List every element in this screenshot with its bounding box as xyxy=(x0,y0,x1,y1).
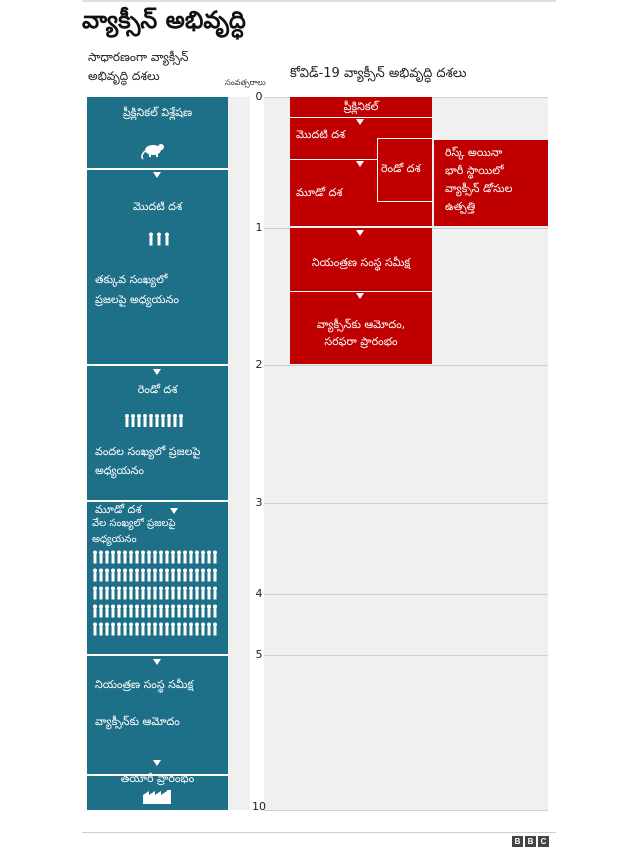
arrow-down-icon xyxy=(170,508,178,514)
arrow-down-icon xyxy=(153,659,161,665)
arrow-down-icon xyxy=(153,760,161,766)
phase3-desc-line1: వేల సంఖ్యలో ప్రజలపై xyxy=(92,518,176,529)
phase1-desc-line2: ప్రజలపై అధ్యయనం xyxy=(95,293,179,306)
phase1-desc-line1: తక్కువ సంఖ్యలో xyxy=(95,273,168,286)
years-header: సంవత్సరాలు xyxy=(225,78,266,87)
arrow-down-icon xyxy=(356,161,364,167)
mass-production-line3: వ్యాక్సీన్ డోసుల xyxy=(445,182,513,195)
covid-regulatory-label: నియంత్రణ సంస్థ సమీక్ష xyxy=(311,256,411,269)
phase1-title: మొదటి దశ xyxy=(132,200,182,213)
normal-header-line1: సాధారణంగా వ్యాక్సీన్ xyxy=(88,50,189,64)
mass-production-line4: ఉత్పత్తి xyxy=(445,200,476,213)
covid-preclinical-label: ప్రీక్లినికల్ xyxy=(343,100,379,113)
phase-divider xyxy=(87,168,228,170)
logo-letter: B xyxy=(525,836,536,847)
phase2-desc-line1: వందల సంఖ్యలో ప్రజలపై xyxy=(95,445,201,458)
bottom-rule xyxy=(82,832,556,833)
factory-icon xyxy=(143,790,173,804)
block-divider xyxy=(290,117,432,118)
block-divider xyxy=(377,138,378,202)
person-icon xyxy=(92,550,224,642)
gridline-5 xyxy=(264,655,548,656)
covid-phases-header: కోవిడ్-19 వ్యాక్సీన్ అభివృద్ధి దశలు xyxy=(290,66,467,81)
rat-icon xyxy=(140,138,168,160)
mass-production-line1: రిస్క్ అయినా xyxy=(445,146,503,159)
year-label: 10 xyxy=(252,800,266,813)
block-divider xyxy=(377,138,432,139)
covid-approval-line2: సరఫరా ప్రారంభం xyxy=(324,335,398,348)
year-label: 2 xyxy=(255,358,263,371)
regulatory-label: నియంత్రణ సంస్థ సమీక్ష xyxy=(95,678,194,691)
normal-header-line2: అభివృద్ధి దశలు xyxy=(88,69,160,83)
phase2-desc-line2: అధ్యయనం xyxy=(95,464,144,477)
gridline-3 xyxy=(264,503,548,504)
arrow-down-icon xyxy=(356,119,364,125)
arrow-down-icon xyxy=(356,230,364,236)
logo-letter: B xyxy=(512,836,523,847)
gridline-2 xyxy=(264,365,548,366)
phase-divider xyxy=(87,364,228,366)
arrow-down-icon xyxy=(356,293,364,299)
gridline-10 xyxy=(264,810,548,811)
year-label: 3 xyxy=(255,496,263,509)
phase3-title: మూడో దశ xyxy=(95,503,142,516)
block-divider xyxy=(290,291,432,292)
arrow-down-icon xyxy=(153,369,161,375)
block-divider xyxy=(377,201,432,202)
phase2-title: రెండో దశ xyxy=(137,383,178,396)
covid-phase1-label: మొదటి దశ xyxy=(296,128,346,141)
manufacturing-label: తయారీ ప్రారంభం xyxy=(120,772,195,785)
approval-label: వ్యాక్సీన్‌కు ఆమోదం xyxy=(95,715,180,728)
bbc-logo xyxy=(512,836,549,847)
timeline-background-left xyxy=(228,97,250,810)
block-divider xyxy=(290,159,377,160)
year-label: 5 xyxy=(255,648,263,661)
arrow-down-icon xyxy=(153,172,161,178)
covid-approval-line1: వ్యాక్సీన్‌కు ఆమోదం, xyxy=(316,318,406,331)
gridline-4 xyxy=(264,594,548,595)
page-title: వ్యాక్సీన్ అభివృద్ధి xyxy=(82,6,246,34)
year-label: 1 xyxy=(255,221,263,234)
mass-production-line2: భారీ స్థాయిలో xyxy=(445,164,504,177)
year-label: 4 xyxy=(255,587,263,600)
person-icon xyxy=(124,413,188,429)
covid-phase2-label: రెండో దశ xyxy=(381,162,421,175)
year-label: 0 xyxy=(255,90,263,103)
phase-divider xyxy=(87,654,228,656)
logo-letter: C xyxy=(538,836,549,847)
person-icon xyxy=(148,232,178,250)
covid-phase3-label: మూడో దశ xyxy=(296,186,343,199)
top-rule xyxy=(82,0,556,2)
normal-phases-header xyxy=(88,48,248,86)
phase3-desc-line2: అధ్యయనం xyxy=(92,534,137,545)
preclinical-label: ప్రీక్లినికల్ విశ్లేషణ xyxy=(122,106,193,119)
covid-mass-production-label xyxy=(445,144,512,216)
